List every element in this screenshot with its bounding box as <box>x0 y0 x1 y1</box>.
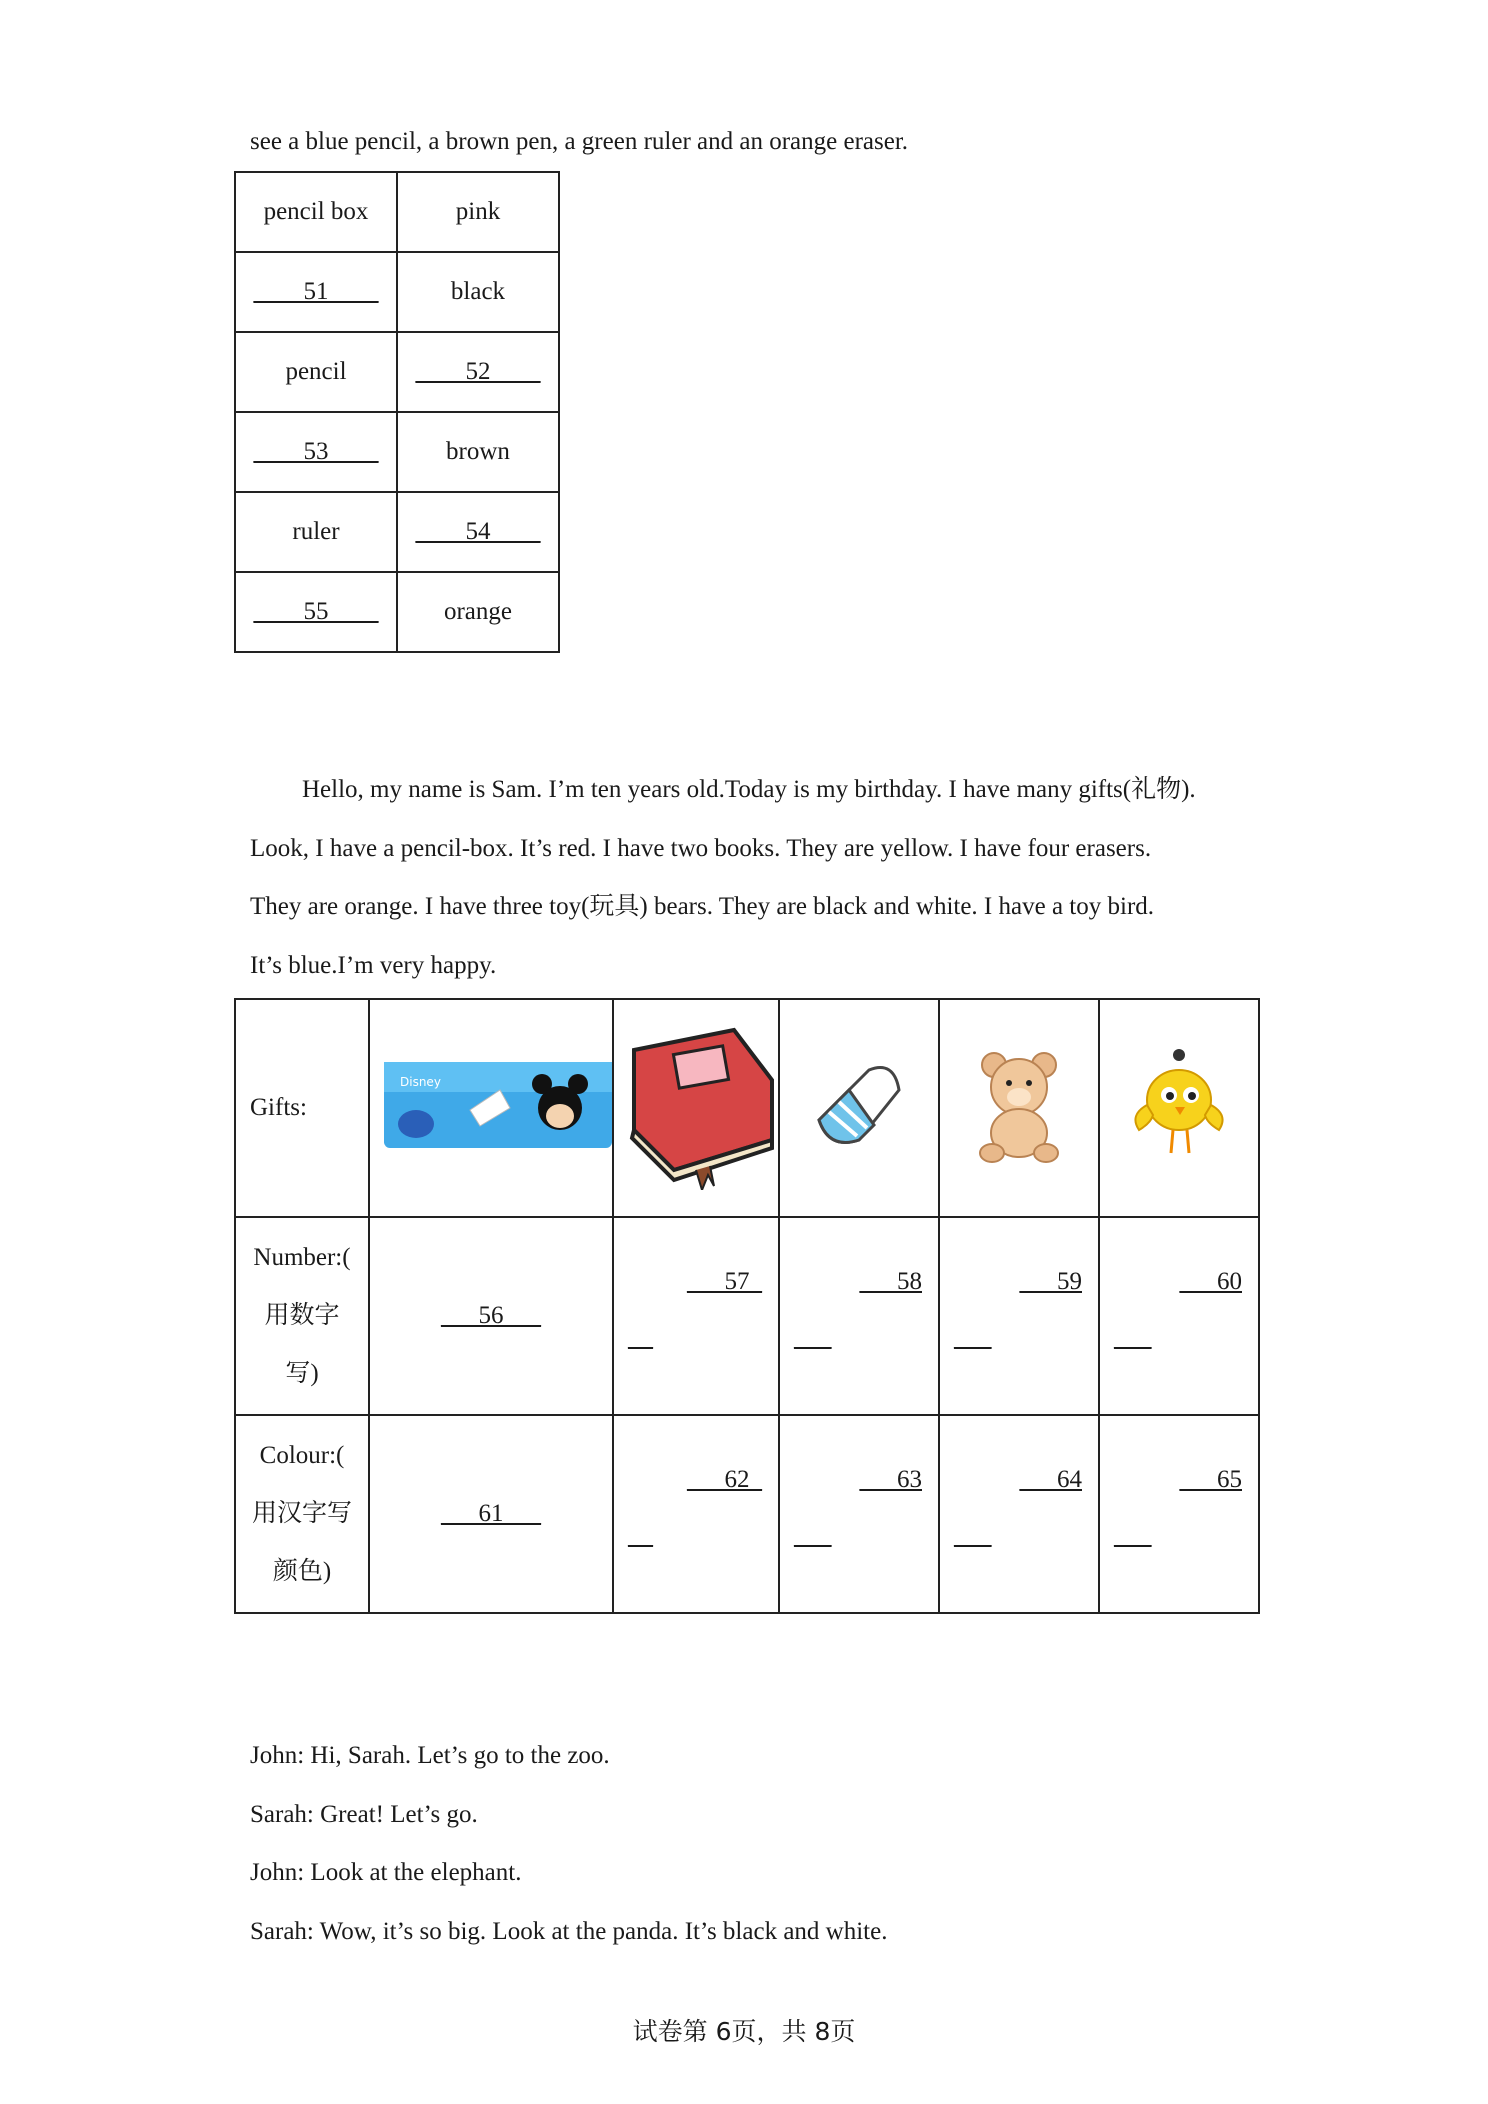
teddy-bear-image <box>939 999 1099 1217</box>
blank-59-cell[interactable] <box>939 1217 1099 1415</box>
svg-text:Disney: Disney <box>400 1074 441 1089</box>
blank-57-tail: __ <box>628 1324 653 1351</box>
blank-63-cell[interactable] <box>779 1415 939 1613</box>
blank-64-cell[interactable] <box>939 1415 1099 1613</box>
blank-63[interactable]: ___63 <box>859 1466 922 1493</box>
colour-label: Colour:( 用汉字写 颜色) <box>235 1415 369 1613</box>
blank-58[interactable]: ___58 <box>859 1268 922 1295</box>
gifts-table <box>234 998 1260 1614</box>
dialogue-line-1: John: Hi, Sarah. Let’s go to the zoo. <box>250 1742 610 1769</box>
table-cell: pink <box>397 172 559 252</box>
table-row <box>235 1217 1259 1415</box>
table-row <box>235 492 559 572</box>
passage-line-3: They are orange. I have three toy(玩具) bears. They are black and white. I have a toy bird. <box>250 893 1155 920</box>
blank-56[interactable]: ___56___ <box>369 1217 613 1415</box>
number-label: Number:( 用数字 写) <box>235 1217 369 1415</box>
blank-65-cell[interactable] <box>1099 1415 1259 1613</box>
blank-57-cell[interactable] <box>613 1217 779 1415</box>
dialogue-line-3: John: Look at the elephant. <box>250 1859 522 1886</box>
table-row <box>235 572 559 652</box>
blank-51[interactable]: ____51____ <box>235 252 397 332</box>
blank-65-tail: ___ <box>1114 1522 1152 1549</box>
table-cell: pencil <box>235 332 397 412</box>
blank-59-tail: ___ <box>954 1324 992 1351</box>
blank-57[interactable]: ___57_ <box>687 1268 762 1295</box>
blank-62[interactable]: ___62_ <box>687 1466 762 1493</box>
blank-60-tail: ___ <box>1114 1324 1152 1351</box>
table-cell: ruler <box>235 492 397 572</box>
passage-line-2: Look, I have a pencil-box. It’s red. I have two books. They are yellow. I have four erasers. <box>250 835 1152 862</box>
blank-60[interactable]: ___60 <box>1179 1268 1242 1295</box>
table-row <box>235 412 559 492</box>
book-image <box>613 999 779 1217</box>
blank-64[interactable]: ___64 <box>1019 1466 1082 1493</box>
blank-59[interactable]: ___59 <box>1019 1268 1082 1295</box>
pencil-box-image <box>369 999 613 1217</box>
table-cell: orange <box>397 572 559 652</box>
gifts-label: Gifts: <box>235 999 369 1217</box>
blank-62-tail: __ <box>628 1522 653 1549</box>
intro-line: see a blue pencil, a brown pen, a green ruler and an orange eraser. <box>250 128 909 155</box>
blank-55[interactable]: ____55____ <box>235 572 397 652</box>
toy-bird-image <box>1099 999 1259 1217</box>
table-row <box>235 999 1259 1217</box>
blank-65[interactable]: ___65 <box>1179 1466 1242 1493</box>
table-row <box>235 332 559 412</box>
blank-53[interactable]: ____53____ <box>235 412 397 492</box>
table-cell: black <box>397 252 559 332</box>
table-cell: pencil box <box>235 172 397 252</box>
blank-58-tail: ___ <box>794 1324 832 1351</box>
blank-61[interactable]: ___61___ <box>369 1415 613 1613</box>
blank-62-cell[interactable] <box>613 1415 779 1613</box>
colour-table <box>234 171 560 653</box>
blank-52[interactable]: ____52____ <box>397 332 559 412</box>
passage-line-1: Hello, my name is Sam. I’m ten years old.Today is my birthday. I have many gifts(礼物). <box>302 776 1196 803</box>
dialogue-line-2: Sarah: Great! Let’s go. <box>250 1801 478 1828</box>
passage-line-4: It’s blue.I’m very happy. <box>250 952 497 979</box>
table-row <box>235 1415 1259 1613</box>
blank-60-cell[interactable] <box>1099 1217 1259 1415</box>
table-row <box>235 172 559 252</box>
page-footer: 试卷第 6页，共 8页 <box>632 2017 856 2046</box>
blank-64-tail: ___ <box>954 1522 992 1549</box>
eraser-image <box>779 999 939 1217</box>
blank-63-tail: ___ <box>794 1522 832 1549</box>
blank-54[interactable]: ____54____ <box>397 492 559 572</box>
table-row <box>235 252 559 332</box>
table-cell: brown <box>397 412 559 492</box>
dialogue-line-4: Sarah: Wow, it’s so big. Look at the panda. It’s black and white. <box>250 1918 888 1945</box>
blank-58-cell[interactable] <box>779 1217 939 1415</box>
